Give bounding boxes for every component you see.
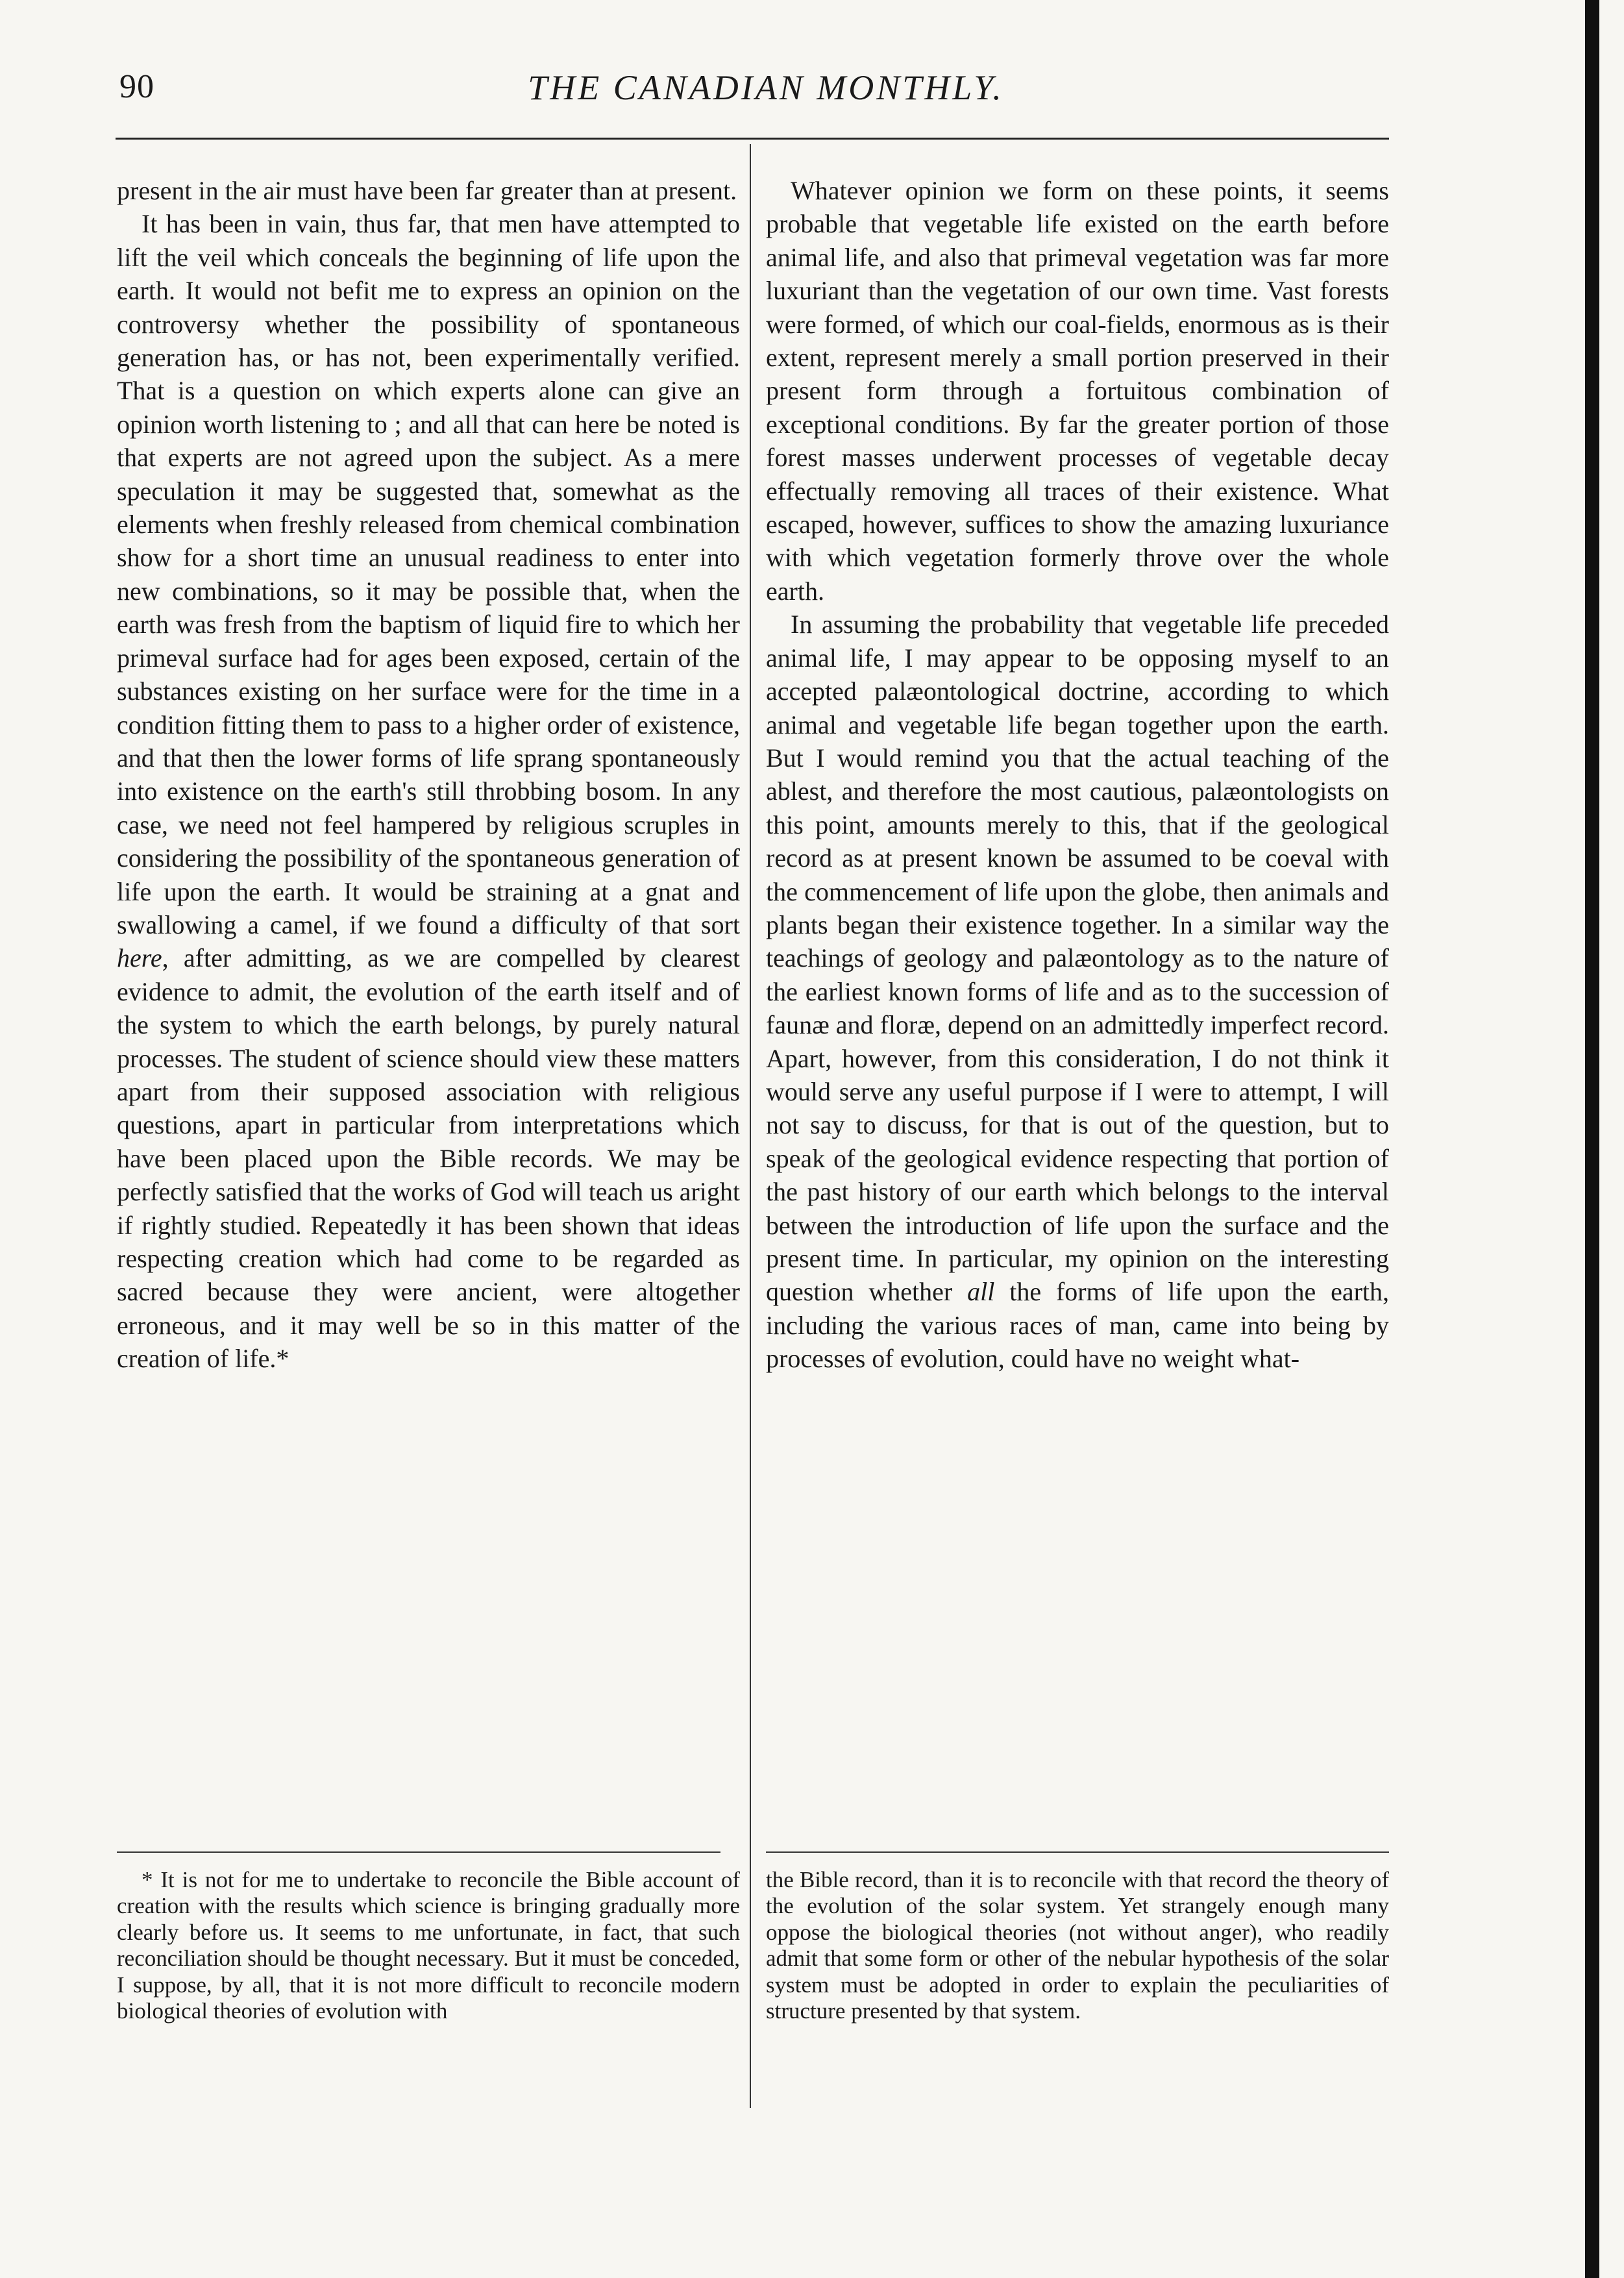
right-paragraph-2-emphasis: all (967, 1277, 995, 1307)
footnote-rule-left (117, 1851, 720, 1853)
footnote-rule-right (766, 1851, 1389, 1853)
binding-edge (1585, 0, 1599, 2278)
footnote-left-text: * It is not for me to undertake to reconcile the Bible account of creation with the results which science is bringing gradually more clearly before us. It seems to me unfortunate, in fact, that such reconciliation should be thought necessary. But it must be conceded, I suppose, by all, that it is not more difficult to reconcile modern biological theories of evolution with (117, 1867, 740, 2024)
footnote-right-text: the Bible record, than it is to reconcile with that record the theory of the evolution of the solar system. Yet strangely enough many oppose the biological theories (not without anger), who readily admit that some form or other of the nebular hypothesis of the solar system must be adopted in order to explain the peculiarities of structure presented by that system. (766, 1867, 1389, 2024)
left-paragraph-2 (117, 207, 740, 1375)
left-paragraph-2-part-b: , after admitting, as we are compelled by clearest evidence to admit, the evolution of the earth itself and of the system to which the earth belongs, by purely natural processes. The student of science should view these matters apart from their supposed association with religious questions, apart in particular from interpretations which have been placed upon the Bible records. We may be perfectly satisfied that the works of God will teach us aright if rightly studied. Repeatedly it has been shown that ideas respecting creation which had come to be regarded as sacred because they were ancient, were altogether erroneous, and it may well be so in this matter of the creation of life.* (117, 943, 740, 1374)
header-rule (116, 138, 1389, 140)
running-title: THE CANADIAN MONTHLY. (528, 68, 1004, 107)
right-paragraph-2-part-b: the forms of life upon the earth, including the various races of man, came into being by processes of evolution, could have no weight what- (766, 1277, 1390, 1374)
left-paragraph-1: present in the air must have been far greater than at present. (117, 176, 737, 205)
right-paragraph-2 (766, 608, 1389, 1375)
footnote-right (766, 1867, 1389, 2024)
left-paragraph-2-part-a: It has been in vain, thus far, that men have attempted to lift the veil which conceals the beginning of life upon the earth. It would not befit me to express an opinion on the controversy whether the possibility of spontaneous generation has, or has not, been experimentally verified. That is a question on which experts alone can give an opinion worth listening to ; and all that can here be noted is that experts are not agreed upon the subject. As a mere speculation it may be suggested that, somewhat as the elements when freshly released from chemical combination show for a short time an unusual readiness to enter into new combinations, so it may be possible that, when the earth was fresh from the baptism of liquid fire to which her primeval surface had for ages been exposed, certain of the substances existing on her surface were for the time in a condition fitting them to pass to a higher order of existence, and that then the lower forms of life sprang spontaneously into existence on the earth's still throbbing bosom. In any case, we need not feel hampered by religious scruples in considering the possibility of the spontaneous generation of life upon the earth. It would be straining at a gnat and swallowing a camel, if we found a difficulty of that sort (117, 209, 740, 939)
right-paragraph-2-part-a: In assuming the probability that vegetable life preceded animal life, I may appear to be opposing myself to an accepted palæontological doctrine, according to which animal and vegetable life began together upon the earth. But I would remind you that the actual teaching of the ablest, and therefore the most cautious, palæontologists on this point, amounts merely to this, that if the geological record as at present known be assumed to be coeval with the commencement of life upon the globe, then animals and plants began their existence together. In a similar way the teachings of geology and palæontology as to the nature of the earliest known forms of life and as to the succession of faunæ and floræ, depend on an admittedly imperfect record. Apart, however, from this consideration, I do not think it would serve any useful purpose if I were to attempt, I will not say to discuss, for that is out of the question, but to speak of the geological evidence respecting that portion of the past history of our earth which belongs to the interval between the introduction of life upon the surface and the present time. In particular, my opinion on the interesting question whether (766, 610, 1389, 1307)
right-paragraph-1: Whatever opinion we form on these points, it seems probable that vegetable life existed on the earth before animal life, and also that primeval vegetation was far more luxuriant than the vegetation of our own time. Vast forests were formed, of which our coal-fields, enormous as is their extent, represent merely a small portion preserved in their present form through a fortuitous combination of exceptional conditions. By far the greater portion of those forest masses underwent processes of vegetable decay effectually removing all traces of their existence. What escaped, however, suffices to show the amazing luxuriance with which vegetation formerly throve over the whole earth. (766, 176, 1389, 606)
left-paragraph-2-emphasis: here (117, 943, 162, 973)
footnote-left (117, 1867, 740, 2024)
column-divider (750, 144, 751, 2108)
page-number: 90 (119, 68, 154, 105)
left-column (117, 174, 740, 1376)
right-column (766, 174, 1389, 1376)
